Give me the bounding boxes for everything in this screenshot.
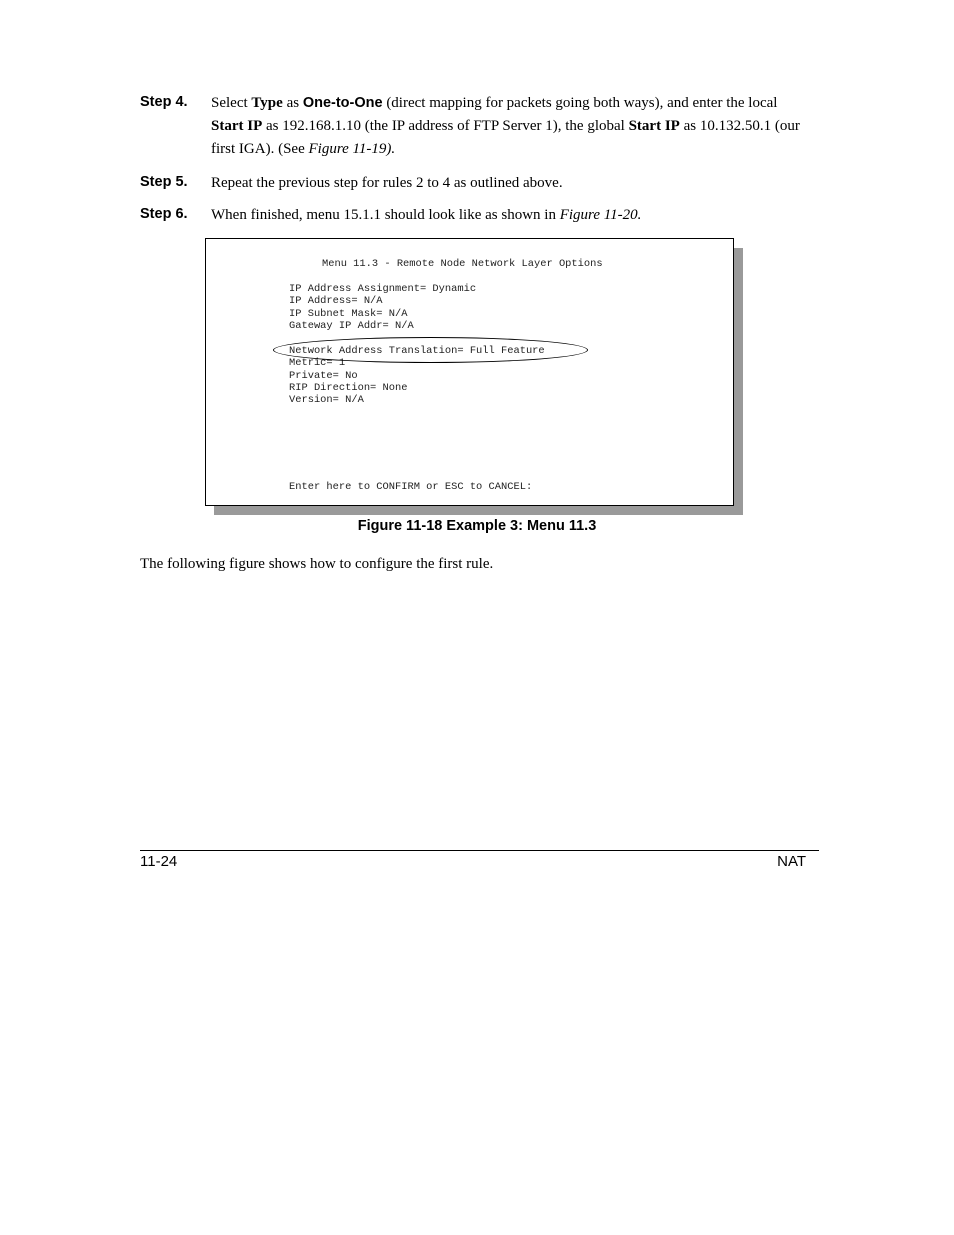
- step-label: Step 5.: [140, 174, 188, 190]
- body-paragraph: The following figure shows how to configure the first rule.: [140, 556, 494, 572]
- figure-reference: Figure 11-20.: [559, 207, 642, 223]
- terminal-line: IP Address Assignment= Dynamic: [289, 283, 477, 295]
- terminal-title: Menu 11.3 - Remote Node Network Layer Options: [322, 258, 603, 270]
- bold-term-one-to-one: One-to-One: [302, 95, 383, 111]
- bold-term-start-ip: Start IP: [628, 118, 680, 134]
- terminal-line: IP Address= N/A: [289, 295, 383, 307]
- step-text: [211, 204, 811, 227]
- text-run: as 10.132.50.1 (our first IGA). (See: [211, 118, 800, 157]
- step-label: Step 6.: [140, 206, 188, 222]
- terminal-line: RIP Direction= None: [289, 382, 408, 394]
- text-run: as 192.168.1.10 (the IP address of FTP Server 1), the global: [262, 118, 629, 134]
- terminal-line: Gateway IP Addr= N/A: [289, 320, 414, 332]
- terminal-line: IP Subnet Mask= N/A: [289, 308, 408, 320]
- terminal-line: Metric= 1: [289, 357, 346, 369]
- text-run: When finished, menu 15.1.1 should look like as shown in: [211, 207, 560, 223]
- highlight-ellipse: [273, 337, 588, 363]
- section-name: NAT: [777, 853, 806, 870]
- page-number: 11-24: [140, 853, 178, 870]
- text-run: Select: [211, 95, 252, 111]
- step-text: Repeat the previous step for rules 2 to 4 as outlined above.: [211, 175, 563, 191]
- text-run: (direct mapping for packets going both ways), and enter the local: [382, 95, 778, 111]
- footer-divider: [140, 850, 819, 851]
- terminal-screen: [205, 238, 734, 506]
- figure-caption: Figure 11-18 Example 3: Menu 11.3: [357, 518, 597, 534]
- terminal-line: Version= N/A: [289, 394, 364, 406]
- text-run: as: [282, 95, 303, 111]
- step-text: [211, 92, 811, 161]
- bold-term-start-ip: Start IP: [211, 118, 263, 134]
- terminal-line: Private= No: [289, 370, 358, 382]
- terminal-line-highlighted: Network Address Translation= Full Feature: [289, 345, 545, 357]
- figure-reference: Figure 11-19).: [308, 141, 396, 157]
- bold-term-type: Type: [251, 95, 283, 111]
- terminal-prompt: Enter here to CONFIRM or ESC to CANCEL:: [289, 481, 533, 493]
- step-label: Step 4.: [140, 94, 188, 110]
